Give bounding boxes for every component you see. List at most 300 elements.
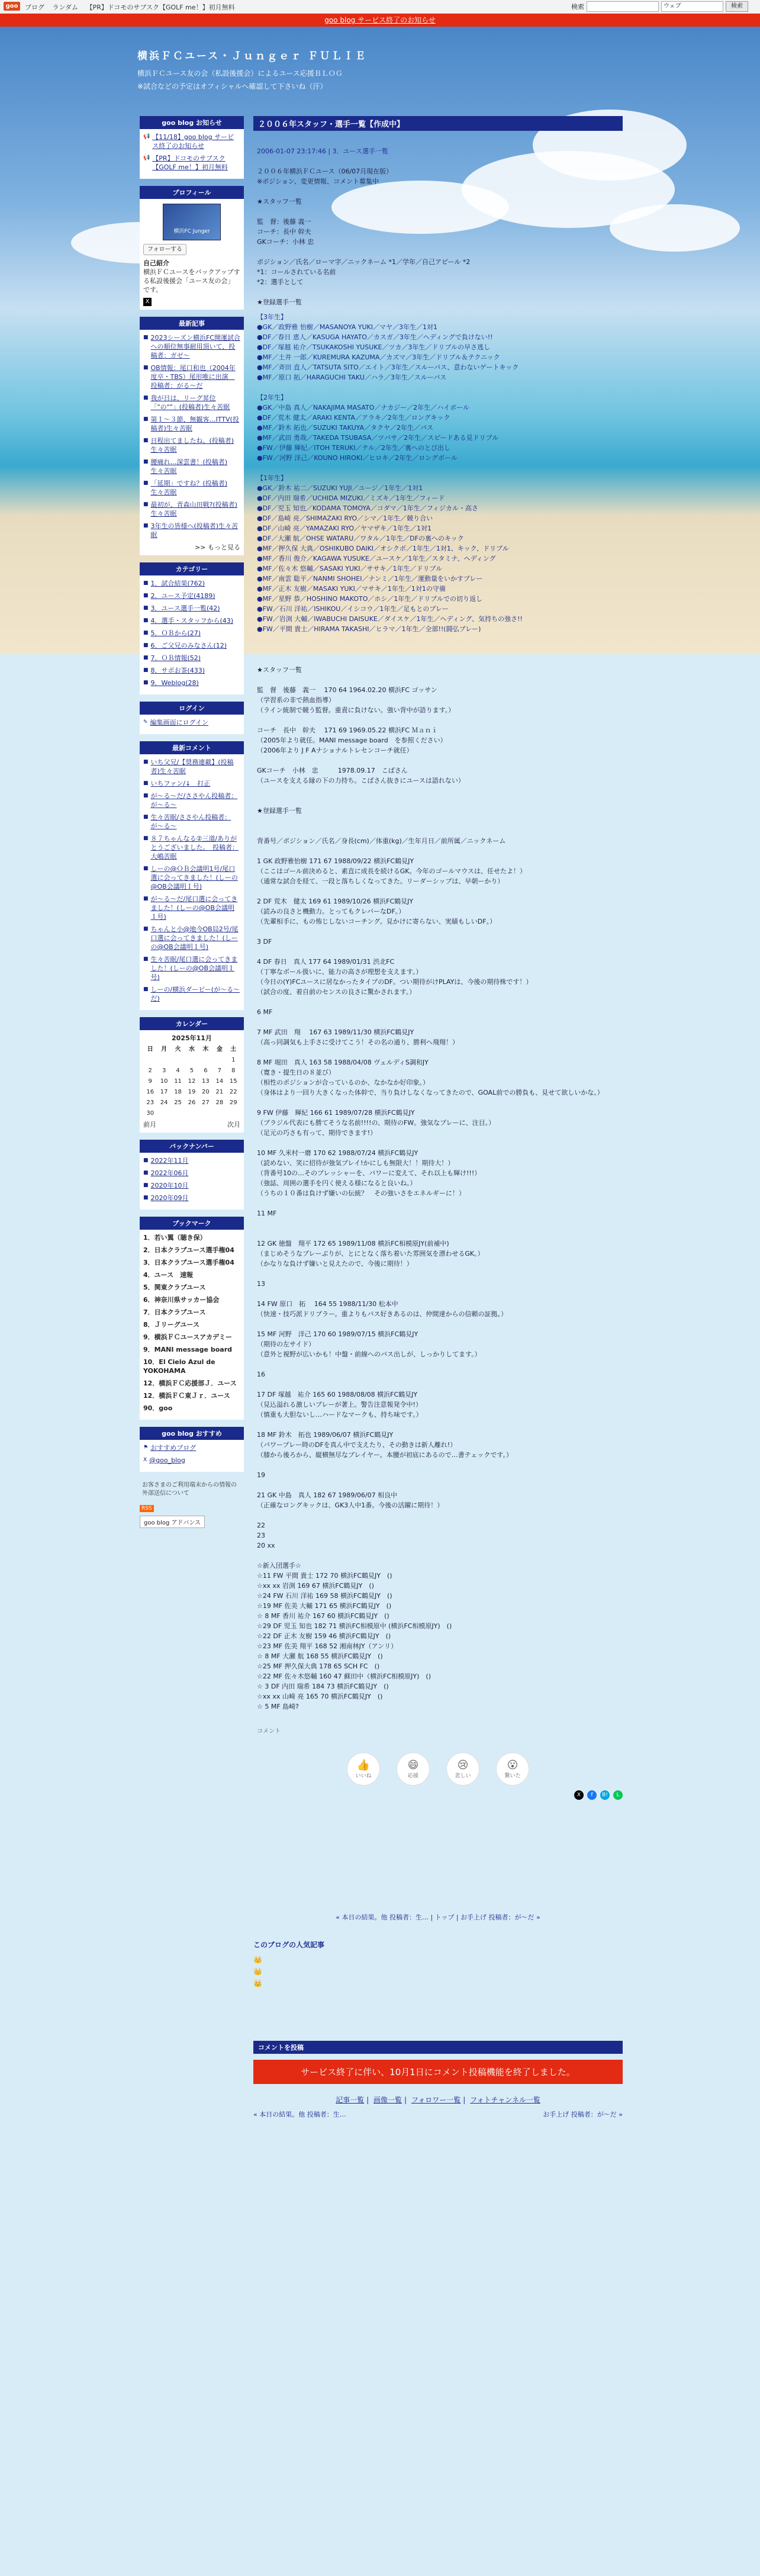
calendar-weekday: 月 <box>161 1046 168 1053</box>
roster-line: ●DF／春日 恵人／KASUGA HAYATO／カスガ／3年生／ヘディングで負けない!! <box>257 333 493 341</box>
calendar-grid <box>143 1045 240 1118</box>
staff-line: （通常な試合を経て、一段と落ちしくなってきた。リーダーシップは、早朝ーかり） <box>257 877 504 885</box>
bookmark-link[interactable]: 5．関東クラブユース <box>143 1284 206 1291</box>
comment-link[interactable]: が〜る〜だ/ささやん投稿者：が〜る〜 <box>150 792 238 809</box>
bookmark-link[interactable]: 3．日本クラブユース選手権04 <box>143 1259 234 1266</box>
staff-line: ☆19 MF 佐美 大輔 171 65 横浜FC鶴見JY () <box>257 1602 392 1610</box>
category-link[interactable]: 4．選手・スタッフから(43) <box>150 617 234 625</box>
calendar-day: 24 <box>160 1099 168 1106</box>
bullet-icon: ■ <box>143 501 149 507</box>
staff-line: 6 MF <box>257 1008 273 1016</box>
staff-line: （今日の(Y)FCユースに居なかったタイプのDF。つい期待がけPLAYは、今後の期待株です！） <box>257 978 533 986</box>
goo-advance-badge[interactable]: goo blog アドバンス <box>140 1516 205 1528</box>
staff-line: 2 DF 荒木 健太 169 61 1989/10/26 横浜FC鶴見JY <box>257 898 414 905</box>
calendar-day: 2 <box>148 1067 152 1074</box>
crown-icon: 👑 <box>253 1979 262 1988</box>
comment-link[interactable]: いち父兄/【奨務連載】(投稿者)生々苦眠 <box>150 758 234 775</box>
roster-line: ●MF／星野 恭／HOSHINO MAKOTO／ホシ／1年生／ドリブルでの切り返し <box>257 595 482 603</box>
search-input[interactable] <box>587 1 659 12</box>
roster-line: 【2年生】 <box>257 394 287 401</box>
staff-line <box>257 1017 619 1027</box>
bullet-icon: ■ <box>143 395 149 401</box>
roster-line: ●FW／石川 洋祐／ISHIKOU／イシコウ／1年生／足もとのプレー <box>257 605 449 613</box>
category-link[interactable]: 2．ユース予定(4189) <box>150 592 215 600</box>
staff-line <box>257 886 619 896</box>
calendar-day: 26 <box>188 1099 196 1106</box>
footer-nav-link[interactable]: 画像一覧 <box>373 2096 402 2104</box>
bullet-icon: ■ <box>143 835 149 841</box>
bookmark-link[interactable]: 7．日本クラブユース <box>143 1308 206 1316</box>
staff-line: ☆24 FW 石川 洋祐 169 58 横浜FC鶴見JY () <box>257 1592 392 1600</box>
bullet-icon: ■ <box>143 438 149 443</box>
roster-line <box>257 382 619 393</box>
goo-logo[interactable]: goo <box>4 2 20 11</box>
footer-nav: 記事一覧 | 画像一覧 | フォロワー一覧 | フォトチャンネル一覧 <box>336 2096 540 2104</box>
bullet-icon: ■ <box>143 926 149 932</box>
calendar-day: 17 <box>160 1089 168 1095</box>
bookmark-link[interactable]: 9．横浜ＦＣユースアカデミー <box>143 1333 232 1341</box>
comment-link[interactable]: 生々苦眠/尾口選に会ってきました！(しーの@OB会議明１号) <box>150 956 238 981</box>
category-link[interactable]: 6．ご父兄のみなさん(12) <box>150 642 227 649</box>
blog-subtitle <box>137 67 623 93</box>
staff-line: （読みの良さと機動力。とってもクレバーなDF。） <box>257 908 405 915</box>
footer-next-link[interactable]: お手上げ 投稿者：が〜だ » <box>543 2111 623 2118</box>
roster-line: 【3年生】 <box>257 313 287 321</box>
bullet-icon: ■ <box>143 866 149 871</box>
recent-post-link[interactable]: 我が日は、リーグ昇位「"の""」(投稿者)生々苦眠 <box>150 394 230 411</box>
recent-comments-box <box>140 741 244 1010</box>
blog-subtitle-line-2: ※試合などの予定はオフィシャルへ確認して下さいね（汗） <box>137 82 327 91</box>
staff-line: 18 MF 鈴木 拓也 1989/06/07 横浜FC鶴見JY <box>257 1431 394 1439</box>
staff-line: 12 GK 徳盤 翔平 172 65 1989/11/08 横浜FC相模原JY(前補中) <box>257 1240 449 1247</box>
service-end-link[interactable]: goo blog サービス終了のお知らせ <box>324 16 436 24</box>
comment-link[interactable]: ちゃんと小@地今OB局2号/尾口選に会ってきました！(しーの@OB会議明１号) <box>150 925 239 951</box>
calendar-day: 25 <box>174 1099 182 1106</box>
staff-line: （膝から後ろから、縦横無尽なプレイヤー。本腰が初底にあるので…書テェックです。） <box>257 1451 513 1459</box>
rss-icon[interactable]: RSS <box>140 1505 154 1512</box>
roster-line: ●MF／南雲 聡平／NANMI SHOHEI／ナンミ／1年生／運動量をいかすプレー <box>257 575 483 583</box>
category-link[interactable]: 1．試合結果(762) <box>150 580 205 587</box>
staff-line: コーチ 長中 幹夫 171 69 1969.05.22 横浜FC Ｍａｎｉ <box>257 726 438 734</box>
news-item[interactable]: 【11/18】goo blog サービス終了のお知らせ <box>152 133 234 150</box>
calendar-day: 20 <box>202 1089 210 1095</box>
roster-line: ●FW／平間 貴士／HIRAMA TAKASHI／ヒラマ／1年生／全部!!(闘弘プレー) <box>257 625 481 633</box>
entry-roster <box>257 312 619 634</box>
category-link[interactable]: 3．ユース選手一覧(42) <box>150 604 220 612</box>
recent-post-link[interactable]: 最初が、青森山田戦?(投稿者)生々苦眠 <box>150 501 237 517</box>
calendar-day: 3 <box>162 1067 166 1074</box>
staff-line <box>257 1480 619 1490</box>
staff-line: （期待の左サイド） <box>257 1340 315 1348</box>
staff-line: 22 <box>257 1522 265 1529</box>
roster-line: ●DF／塚越 祐介／TSUKAKOSHI YUSUKE／ツカ／3年生／ドリブルの早さ逃し <box>257 343 490 351</box>
login-link[interactable]: 編集画面にログイン <box>150 719 208 726</box>
staff-line: ★登録選手一覧 <box>257 807 302 815</box>
staff-line: （意外と視野が広いかも！中盤・前線へのパス出しが、しっかりしてます。） <box>257 1350 481 1358</box>
main-content <box>253 116 623 2119</box>
staff-line <box>257 1460 619 1470</box>
bullet-icon: ■ <box>143 1195 149 1201</box>
staff-line: （身体はより一回り大きくなった体幹で、当り負けしなくなってきたので、GOAL前での勝負も、見せて欲しいかな。） <box>257 1089 604 1096</box>
reaction-button[interactable] <box>397 1752 430 1786</box>
comment-form <box>253 2041 623 2084</box>
calendar-day: 7 <box>217 1067 222 1074</box>
external-info-note[interactable]: お客さまのご利用端末からの情報の外部送信について <box>142 1482 237 1497</box>
staff-line: 20 xx <box>257 1542 275 1549</box>
staff-line: 23 <box>257 1532 265 1539</box>
footer-nav-link[interactable]: フォロワー一覧 <box>411 2096 461 2104</box>
staff-line: ☆ 8 MF 大瀬 航 168 55 横浜FC鶴見JY () <box>257 1652 383 1660</box>
roster-line: ●GK／中島 真人／NAKAJIMA MASATO／ナカジー／2年生／ハイボール <box>257 404 469 411</box>
entry-text-line: ★登録選手一覧 <box>257 298 302 306</box>
calendar-day: 10 <box>160 1078 168 1085</box>
reaction-label: 応援 <box>407 1773 418 1779</box>
recommend-link[interactable]: おすすめブログ <box>150 1444 197 1452</box>
bullet-icon: ■ <box>143 618 149 623</box>
staff-line: 背番号／ポジション／氏名／身長(cm)／体重(kg)／生年月日／前所属／ニックネーム <box>257 837 506 845</box>
staff-line: ☆ 3 DF 内田 瑞希 184 73 横浜FC鶴見JY () <box>257 1683 389 1690</box>
calendar-day: 18 <box>174 1089 182 1095</box>
entry-text-line: *2：選手として <box>257 278 304 286</box>
calendar-month: 2025年11月 <box>172 1034 212 1042</box>
recent-post-link[interactable]: 日程出てましたね。(投稿者)生々苦眠 <box>150 437 234 454</box>
staff-line: ★スタッフ一覧 <box>257 666 302 674</box>
recommend-link[interactable]: @goo_blog <box>149 1456 185 1464</box>
recent-posts-box <box>140 317 244 555</box>
flag-icon: ⚑ <box>143 1445 149 1451</box>
entry-title[interactable]: ２００６年スタッフ・選手一覧【作成中】 <box>253 116 623 131</box>
calendar-day: 23 <box>146 1099 154 1106</box>
calendar-day: 15 <box>229 1078 237 1085</box>
bullet-icon: ■ <box>143 630 149 636</box>
popular-heading: このブログの人気記事 <box>253 1941 325 1949</box>
recent-posts-heading: 最新記事 <box>140 317 244 330</box>
recent-post-link[interactable]: 「延期」ですね？(投稿者)生々苦眠 <box>150 480 228 496</box>
calendar-weekday: 水 <box>188 1046 195 1053</box>
roster-line: ●MF／土井 一郎／KUREMURA KAZUMA／カズマ／3年生／ドリブル＆テクニック <box>257 353 500 361</box>
footer-nav-link[interactable]: 記事一覧 <box>336 2096 365 2104</box>
calendar-day: 8 <box>231 1067 236 1074</box>
bookmark-link[interactable]: 90．goo <box>143 1404 173 1412</box>
entry-intro <box>257 166 619 307</box>
bullet-icon: ■ <box>143 459 149 465</box>
bookmark-link[interactable]: 2．日本クラブユース選手権04 <box>143 1246 234 1254</box>
blog-title[interactable]: 横浜ＦＣユース・Ｊｕｎｇｅｒ ＦＵＬＩＥ <box>137 50 368 62</box>
bullet-icon: ■ <box>143 667 149 673</box>
blog-subtitle-line-1: 横浜ＦＣユース友の会（私設後援会）によるユース応援ＢＬＯＧ <box>137 69 343 78</box>
footer-nav-link[interactable]: フォトチャンネル一覧 <box>470 2096 540 2104</box>
staff-line: ☆11 FW 平間 貴士 172 70 横浜FC鶴見JY () <box>257 1572 392 1580</box>
calendar-day: 27 <box>202 1099 210 1106</box>
staff-line: ☆新入団選手☆ <box>257 1562 301 1570</box>
staff-line <box>257 796 619 806</box>
calendar-day: 29 <box>229 1099 237 1106</box>
staff-line: （パワープレー時のDFを真ん中で支えたり、その動きは新人離れ!） <box>257 1441 457 1449</box>
staff-line: 19 <box>257 1471 265 1479</box>
roster-line: ●GK／鈴木 祐二／SUZUKI YUJI／ユージ／1年生／1対1 <box>257 484 423 492</box>
news-item[interactable]: 【PR】ドコモのサブスク【GOLF me！】初月無料 <box>152 155 228 171</box>
share-buttons <box>253 1790 623 1800</box>
category-link[interactable]: 9．Weblog(28) <box>150 679 199 687</box>
roster-line: ●FW／伊藤 輝紀／ITOH TERUKI／テル／2年生／裏へのとび出し <box>257 444 450 452</box>
staff-line: （寛き・提生日の８並び） <box>257 1069 335 1076</box>
search-scope-select[interactable]: ウェブ <box>661 1 723 12</box>
crown-icon: 👑 <box>253 1956 262 1964</box>
staff-line <box>257 1228 619 1239</box>
staff-line: （2006年より J F Aナショナルトレセンコーチ就任） <box>257 747 413 754</box>
search-label: 検索 <box>571 3 584 11</box>
roster-line: ●MF／鈴木 拓也／SUZUKI TAKUYA／タクヤ／2年生／パス <box>257 424 434 432</box>
staff-line <box>257 1098 619 1108</box>
calendar-day: 14 <box>215 1078 224 1085</box>
calendar-box <box>140 1017 244 1133</box>
comment-link[interactable]: ８７ちゃんなる②三道/ありがとうございました。 投稿者：大嶋苦眠 <box>150 835 239 860</box>
entry-text-line: コーチ：長中 幹夫 <box>257 228 311 236</box>
comment-link[interactable]: が〜る〜だ/尾口選に会ってきました！(しーの@OB会議明１号) <box>150 895 238 921</box>
staff-line: （慎重も大胆ないし…ハードなマークも、持ち味です。） <box>257 1411 423 1419</box>
recent-post-link[interactable]: 第１〜３節、無観客…ITTV(投稿者)生々苦眠 <box>150 416 239 432</box>
staff-line: （うちの１０番は負けず嫌いの伝統？ その強いさをエネルギーに！） <box>257 1189 465 1197</box>
staff-line: （正確なロングキックは、GK3人中1番。今後の活躍に期待！） <box>257 1501 444 1509</box>
staff-line: （背番号10の…そのプレッシャーを、パワーに変えて、それ以上も輝け!!!） <box>257 1169 481 1177</box>
staff-line: ☆22 MF 佐々木悠輔 160 47 蘇田中（横浜FC相模原JY) () <box>257 1673 431 1680</box>
staff-line <box>257 1379 619 1390</box>
backnumber-box <box>140 1140 244 1210</box>
staff-line <box>257 1269 619 1279</box>
news-heading: goo blog お知らせ <box>140 116 244 129</box>
news-box <box>140 116 244 179</box>
entry-text-line: ※ポジション、変更情報、コメント募集中 <box>257 178 379 185</box>
roster-line: ●FW／岩渕 大輔／IWABUCHI DAISUKE／ダイスケ／1年生／ヘディング、気持ちの強さ!! <box>257 615 523 623</box>
staff-line: ☆xx xx 山崎 亮 165 70 横浜FC鶴見JY () <box>257 1693 383 1700</box>
comment-link[interactable]: しーの/横浜ダービー(が〜る〜だ) <box>150 986 240 1002</box>
staff-line: （足元の巧さも有って、期待できます!） <box>257 1129 377 1137</box>
category-box <box>140 562 244 694</box>
staff-line: 16 <box>257 1371 265 1378</box>
roster-line: ●DF／大瀬 航／OHSE WATARU／ワタル／1年生／DFの裏へのキック <box>257 535 464 542</box>
staff-line: （学習系の非で熱血指導） <box>257 696 335 704</box>
bullet-icon: ■ <box>143 793 149 799</box>
topbar-link-blog[interactable]: ブログ <box>25 4 44 11</box>
calendar-next-link[interactable]: 次月 <box>227 1121 240 1128</box>
staff-line: ☆25 MF 押久保大典 178 65 SCH FC () <box>257 1662 380 1670</box>
reaction-emoji-icon: 😮 <box>507 1759 519 1771</box>
reaction-emoji-icon: 😢 <box>457 1759 469 1771</box>
calendar-day <box>157 1056 170 1065</box>
staff-line <box>257 755 619 766</box>
staff-line <box>257 675 619 685</box>
staff-line: （読めない、笑に招待が強気プレイ!かにしも無限大！！期待大！） <box>257 1159 455 1167</box>
profile-heading: プロフィール <box>140 186 244 199</box>
recent-post-link[interactable]: 3年生の皆様へ(投稿者)生々苦眠 <box>150 522 239 539</box>
calendar-day: 12 <box>188 1078 196 1085</box>
calendar-day: 1 <box>231 1057 236 1063</box>
crown-icon: 👑 <box>253 1967 262 1976</box>
hatena-share-icon[interactable]: B! <box>600 1790 610 1800</box>
reaction-button[interactable] <box>347 1752 380 1786</box>
roster-line: ●DF／山崎 亮／YAMAZAKI RYO／ヤマザキ／1年生／1対1 <box>257 525 432 532</box>
staff-line: ☆23 MF 佐美 翔平 168 52 湘南林JY（アンリ） <box>257 1642 398 1650</box>
staff-line: （高っ同調気も上手さに受けてこう！その名の通り、勝利へ飛翔！） <box>257 1038 459 1046</box>
bullet-icon: ■ <box>143 896 149 902</box>
bullet-icon: ■ <box>143 642 149 648</box>
sidebar <box>140 116 244 1528</box>
bullet-icon: ■ <box>143 1157 149 1163</box>
bullet-icon: ■ <box>143 593 149 599</box>
reaction-emoji-icon: 😄 <box>407 1759 419 1771</box>
staff-line <box>257 1319 619 1329</box>
topbar-links <box>25 2 241 12</box>
calendar-day: 11 <box>174 1078 182 1085</box>
staff-line <box>257 1218 619 1228</box>
category-link[interactable]: 7．ＯＢ情報(52) <box>150 654 201 662</box>
calendar-day: 21 <box>215 1089 224 1095</box>
calendar-day: 5 <box>189 1067 194 1074</box>
entry-text-line: ２００６年横浜ＦＣユース（06/07月現在版） <box>257 168 393 175</box>
staff-line: （かなりな負けず嫌いと見えたので、今後に期待！） <box>257 1260 413 1268</box>
calendar-day: 13 <box>202 1078 210 1085</box>
staff-line <box>257 947 619 957</box>
roster-line: ●MF／正木 友樹／MASAKI YUKI／マサキ／1年生／1対1の守備 <box>257 585 446 593</box>
bullet-icon: ■ <box>143 416 149 422</box>
staff-line <box>257 1510 619 1520</box>
entry-text-line <box>257 247 619 257</box>
reaction-button[interactable] <box>496 1752 529 1786</box>
goo-topbar <box>0 0 760 14</box>
bullet-icon: ■ <box>143 655 149 661</box>
self-intro-text: 横浜ＦＣユースをバックアップする私設後援会「ユース友の会」です。 <box>143 268 240 294</box>
bullet-icon: ■ <box>143 680 149 686</box>
staff-line: （ここはゴール前決めると、素直に成長を続けるGK。今年のゴールマウスは、任せたよ！） <box>257 867 526 875</box>
calendar-weekday: 金 <box>216 1046 223 1053</box>
blog-header <box>137 47 623 93</box>
staff-line <box>257 786 619 796</box>
pencil-icon: ✎ <box>143 719 148 725</box>
footer-prev-link[interactable]: « 本日の結果。他 投稿者：生… <box>253 2111 346 2118</box>
staff-line: ☆29 DF 児玉 知也 182 71 横浜FC相模原中 (横浜FC相模原JY) () <box>257 1622 452 1630</box>
self-intro-heading: 自己紹介 <box>143 259 169 267</box>
roster-line: ●FW／河野 洋己／KOUNO HIROKI／ヒロキ／2年生／ロングボール <box>257 454 458 462</box>
entry-meta[interactable]: 2006-01-07 23:17:46 | 3．ユース選手一覧 <box>257 147 388 155</box>
entry-pager[interactable]: « 本日の結果。他 投稿者：生… | トップ | お手上げ 投稿者：が〜だ » <box>336 1913 540 1921</box>
footer-pager <box>253 2109 623 2119</box>
bookmark-link[interactable]: 1．若い翼（聴き保） <box>143 1234 207 1242</box>
comment-form-heading: コメントを投稿 <box>253 2041 623 2054</box>
bullet-icon: ■ <box>143 365 149 371</box>
recent-post-link[interactable]: 腰痛れ…深雲書！(投稿者)生々苦眠 <box>150 458 228 475</box>
staff-line: 8 MF 堀田 真人 163 58 1988/04/08 ヴェルディS調和JY <box>257 1059 429 1066</box>
staff-line: ☆ 5 MF 島崎? <box>257 1703 300 1710</box>
backnumber-link[interactable]: 2022年11月 <box>150 1157 189 1165</box>
bullet-icon: ■ <box>143 605 149 611</box>
backnumber-link[interactable]: 2020年09月 <box>150 1194 189 1202</box>
calendar-day <box>171 1056 185 1065</box>
backnumber-link[interactable]: 2022年06月 <box>150 1169 189 1177</box>
topbar-link-pr[interactable]: 【PR】ドコモのサブスク【GOLF me！】初月無料 <box>86 4 235 11</box>
comment-link[interactable]: しーの@ＯＢ会議明1号/尾口選に会ってきました！(しーの@OB会議明１号) <box>150 865 238 890</box>
staff-line: （先輩相手に、もの怖じしないコーチング。見かけに寄らない、実績もしいDF。） <box>257 918 497 925</box>
staff-line: 17 DF 塚越 祐介 165 60 1988/08/08 横浜FC鶴見JY <box>257 1391 418 1398</box>
entry-text-line <box>257 207 619 217</box>
calendar-day: 6 <box>204 1067 208 1074</box>
bookmark-link[interactable]: 4．ユース 速報 <box>143 1271 194 1279</box>
staff-line: 13 <box>257 1280 265 1288</box>
recent-comments-heading: 最新コメント <box>140 741 244 754</box>
more-posts-link[interactable]: >> もっと見る <box>195 543 240 551</box>
x-icon[interactable]: X <box>143 298 152 306</box>
entry-text-line <box>257 287 619 297</box>
roster-line: ●DF／内田 瑞希／UCHIDA MIZUKI／ミズキ／1年生／フィード <box>257 494 445 502</box>
x-icon: X <box>143 1457 147 1463</box>
calendar-day: 16 <box>146 1089 154 1095</box>
megaphone-icon: 📢 <box>143 155 150 161</box>
bookmark-link[interactable]: 10．El Cielo Azul de YOKOHAMA <box>143 1358 215 1375</box>
search-button[interactable]: 検索 <box>726 1 748 12</box>
facebook-share-icon[interactable]: f <box>587 1790 597 1800</box>
comment-link[interactable]: 生々苦眠/ささやん投稿者：が〜る〜 <box>150 813 231 830</box>
bookmark-link[interactable]: 9．MANI message board <box>143 1346 232 1353</box>
calendar-weekday: 日 <box>147 1046 153 1053</box>
category-link[interactable]: 8．サポお茶(433) <box>150 667 205 674</box>
reaction-label: 驚いた <box>504 1773 521 1779</box>
staff-line: （快速・技巧派ドリブラー。重よりもパス好きあるのは、仲間達からの信頼の証拠。） <box>257 1310 508 1318</box>
goo-recommend-box <box>140 1427 244 1472</box>
category-link[interactable]: 5．ＯＢから(27) <box>150 629 201 637</box>
follow-button[interactable] <box>143 244 186 255</box>
roster-line: ●DF／児玉 知也／KODAMA TOMOYA／コダマ／1年生／フィジカル・高さ <box>257 504 478 512</box>
staff-line <box>257 1551 619 1561</box>
staff-line <box>257 1047 619 1057</box>
calendar-prev-link[interactable]: 前月 <box>143 1121 156 1128</box>
backnumber-link[interactable]: 2020年10月 <box>150 1182 189 1189</box>
profile-image[interactable] <box>163 204 221 240</box>
comment-link[interactable]: いちファン/↓ 打正 <box>150 780 211 787</box>
staff-line <box>257 997 619 1007</box>
staff-line: GKコーチ 小林 忠 1978.09.17 こばさん <box>257 767 408 774</box>
calendar-day: 9 <box>148 1078 152 1085</box>
roster-line: ●MF／押久保 大典／OSHIKUBO DAIKI／オシクボ／1年生／1対1、キック、ドリブル <box>257 545 509 552</box>
bookmark-link[interactable]: 12．横浜ＦＣ応援部Ｊ．ユース <box>143 1379 237 1387</box>
entry-text-line: GKコーチ：小林 忠 <box>257 238 314 246</box>
reaction-button[interactable] <box>446 1752 479 1786</box>
roster-line: ●MF／斉田 直人／TATSUTA SITO／エイト／3年生／スルーパス、意わないゲートキック <box>257 364 519 371</box>
bullet-icon: ■ <box>143 986 149 992</box>
staff-line <box>257 1138 619 1148</box>
line-share-icon[interactable]: L <box>613 1790 623 1800</box>
recent-post-link[interactable]: 2023シーズン横浜FC開運試合への順位無事耐用頂いて、投稿者：ガゼ〜 <box>150 334 240 359</box>
bookmark-link[interactable]: 12．横浜ＦＣ東Ｊｒ．ユース <box>143 1392 230 1400</box>
roster-line <box>257 463 619 473</box>
entry-text-line: *1：コールされている名前 <box>257 268 336 276</box>
roster-line: ●DF／荒木 健太／ARAKI KENTA／アラキ／2年生／ロングキック <box>257 414 450 422</box>
staff-line <box>257 1289 619 1299</box>
staff-line: 1 GK 政野雅怡樹 171 67 1988/09/22 横浜FC鶴見JY <box>257 857 414 865</box>
bookmark-link[interactable]: 6．神奈川県サッカー協会 <box>143 1296 220 1304</box>
entry-text-line: 監 督：後藤 義一 <box>257 218 311 226</box>
reaction-label: いいね <box>355 1773 372 1779</box>
topbar-link-random[interactable]: ランダム <box>52 4 79 11</box>
bookmark-link[interactable]: 8．Ｊリーグユース <box>143 1321 199 1329</box>
megaphone-icon: 📢 <box>143 134 150 140</box>
calendar-day <box>199 1056 212 1065</box>
calendar-day <box>185 1056 198 1065</box>
roster-line: ●MF／原口 拓／HARAGUCHI TAKU／ハラ／3年生／スルーパス <box>257 374 447 381</box>
comment-closed-warning: サービス終了に伴い、10月1日にコメント投稿機能を終了しました。 <box>253 2060 623 2084</box>
calendar-day: 28 <box>215 1099 224 1106</box>
x-share-icon[interactable]: X <box>574 1790 584 1800</box>
recent-post-link[interactable]: OB情報：尾口和也（2004年度卒・TBS）尾形唯に出演 投稿者：がる〜だ <box>150 364 236 390</box>
calendar-day: 22 <box>229 1089 237 1095</box>
